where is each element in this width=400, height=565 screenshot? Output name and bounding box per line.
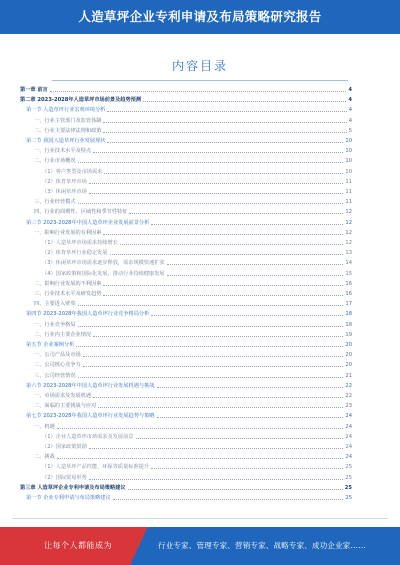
toc-entry-title: 一、市场需求及发展机遇 xyxy=(34,393,92,399)
toc-entry-title: 一、影响行业发展的有利因素 xyxy=(34,229,102,236)
toc-entry[interactable] xyxy=(20,484,352,493)
toc-entry-page: 14 xyxy=(345,260,352,267)
toc-entry-title: 二、公司核心竞争力 xyxy=(34,362,81,369)
toc-entry-title: （2）国家政策鼓励 xyxy=(42,444,87,450)
toc-entry-title: 二、行业市场概况 xyxy=(34,158,76,165)
toc-entry-page: 18 xyxy=(345,321,352,328)
toc-heading: 内容目录 xyxy=(171,59,228,73)
toc-entry-page: 20 xyxy=(345,342,352,348)
toc-entry-page: 10 xyxy=(345,148,352,155)
toc-dot-leader xyxy=(57,458,344,459)
toc-entry[interactable] xyxy=(34,208,352,217)
toc-dot-leader xyxy=(57,428,344,429)
toc-entry-title: 第三章 人造草坪企业专利申请及布局策略建议 xyxy=(20,484,126,491)
toc-entry[interactable] xyxy=(34,300,352,309)
toc-dot-leader xyxy=(128,489,343,490)
toc-entry[interactable] xyxy=(34,198,352,207)
toc-entry-page: 17 xyxy=(345,301,352,308)
toc-entry-title: 一、机遇 xyxy=(34,423,55,430)
toc-entry[interactable] xyxy=(34,331,352,340)
toc-entry-title: （1）人造草坪产品性能、环保等质量标准提升 xyxy=(42,464,150,471)
toc-dot-leader xyxy=(50,91,347,92)
toc-entry-title: （4）国家政策和国际化发展，推动行业持续健康发展 xyxy=(42,270,165,277)
toc-entry-page: 22 xyxy=(345,393,352,399)
toc-dot-leader xyxy=(107,111,346,112)
toc-entry-page: 11 xyxy=(345,178,352,185)
toc-entry-page: 20 xyxy=(345,352,352,359)
toc-entry-title: （1）人造草坪市场需求持续增长 xyxy=(42,240,118,246)
toc-dot-leader xyxy=(157,387,344,388)
toc-entry[interactable] xyxy=(34,147,352,156)
toc-entry[interactable] xyxy=(26,412,352,421)
toc-entry-page: 24 xyxy=(345,433,352,440)
toc-entry-title: 第二节 我国人造草坪行业发展现状 xyxy=(26,138,106,144)
toc-entry-page: 12 xyxy=(345,219,352,226)
toc-entry[interactable] xyxy=(42,433,352,442)
toc-entry-page: 24 xyxy=(345,413,352,420)
toc-dot-leader xyxy=(151,315,343,316)
toc-entry-title: 第一章 前言 xyxy=(20,87,48,93)
toc-entry-title: 二、行业内主要企业情况 xyxy=(34,331,92,338)
toc-entry-page: 24 xyxy=(345,423,352,430)
toc-entry-title: 二、面临的主要挑战与应对 xyxy=(34,403,97,410)
toc-entry-title: 三、公司经营情况 xyxy=(34,372,76,379)
toc-entry[interactable] xyxy=(26,494,352,503)
toc-dot-leader xyxy=(129,213,343,214)
toc-entry-page: 11 xyxy=(345,189,352,195)
toc-entry[interactable] xyxy=(34,157,352,166)
toc-entry-page: 11 xyxy=(345,199,352,206)
toc-dot-leader xyxy=(98,407,343,408)
toc-dot-leader xyxy=(93,336,343,337)
toc-entry-title: 第六节 2023-2028年中国人造草坪行业发展机遇与挑战 xyxy=(26,382,155,389)
toc-dot-leader xyxy=(89,183,344,184)
toc-entry[interactable] xyxy=(42,249,352,258)
toc-entry-title: 二、挑战 xyxy=(34,454,55,461)
toc-entry-page: 21 xyxy=(345,372,352,379)
toc-dot-leader xyxy=(76,346,343,347)
toc-entry-title: 第二章 2023-2028年人造草坪市场前景及趋势预测 xyxy=(20,97,142,104)
toc-dot-leader xyxy=(78,305,344,306)
toc-dot-leader xyxy=(151,468,343,469)
toc-dot-leader xyxy=(103,285,343,286)
toc-entry-page: 16 xyxy=(345,280,352,287)
toc-dot-leader xyxy=(107,142,343,143)
toc-entry-title: 四、主要进入壁垒 xyxy=(34,301,76,308)
toc-entry-page: 4 xyxy=(348,117,352,124)
toc-entry-page: 10 xyxy=(345,158,352,165)
toc-entry-title: 第五节 企业案例分析 xyxy=(26,342,75,348)
toc-entry-page: 25 xyxy=(345,474,352,481)
toc-entry[interactable] xyxy=(34,351,352,360)
toc-entry-page: 18 xyxy=(345,311,352,318)
toc-entry-page: 16 xyxy=(345,291,352,297)
toc-entry-page: 20 xyxy=(345,362,352,369)
toc-entry[interactable] xyxy=(34,423,352,432)
toc-entry-title: （2）体育草坪市场 xyxy=(42,178,87,185)
toc-entry-page: 19 xyxy=(345,331,352,338)
toc-entry-page: 24 xyxy=(345,454,352,461)
toc-dot-leader xyxy=(103,132,346,133)
toc-entry-title: 第四节 2023-2028年我国人造草坪行业竞争格局分析 xyxy=(26,311,150,318)
toc-entry-page: 4 xyxy=(348,97,352,104)
toc-entry-title: 二、行业主要法律法规和政策 xyxy=(34,127,102,134)
toc-entry[interactable] xyxy=(34,229,352,238)
toc-entry-page: 4 xyxy=(348,107,352,114)
toc-entry-page: 4 xyxy=(348,87,352,93)
toc-entry-page: 24 xyxy=(345,444,352,450)
toc-entry[interactable] xyxy=(42,239,352,248)
toc-entry-page: 15 xyxy=(345,270,352,277)
toc-entry-title: （2）国际贸易形势 xyxy=(42,474,87,481)
toc-entry-title: （1）企业人造草坪市场需求及发展前景 xyxy=(42,433,134,440)
toc-dot-leader xyxy=(78,203,344,204)
toc-dot-leader xyxy=(93,397,343,398)
toc-entry[interactable] xyxy=(34,117,352,126)
toc-dot-leader xyxy=(78,326,344,327)
toc-entry-page: 5 xyxy=(348,127,352,134)
toc-dot-leader xyxy=(110,254,344,255)
toc-dot-leader xyxy=(157,417,344,418)
toc-dot-leader xyxy=(103,234,343,235)
toc-entry[interactable] xyxy=(42,259,352,268)
toc-entry[interactable] xyxy=(42,270,352,279)
toc-dot-leader xyxy=(89,479,344,480)
toc-entry-title: （1）客户类型及市场需求 xyxy=(42,168,103,175)
toc-entry[interactable] xyxy=(34,392,352,401)
toc-entry-title: 四、行业的周期性、区域性和季节性特征 xyxy=(34,209,128,216)
toc-entry-title: 第一节 企业专利申请与布局策略建议 xyxy=(26,495,111,501)
toc-entry-page: 25 xyxy=(345,464,352,471)
toc-entry[interactable] xyxy=(34,280,352,289)
toc-entry[interactable] xyxy=(34,453,352,462)
toc-entry-title: （3）休闲草坪市场需求逐步释放，需求规模快速扩张 xyxy=(42,260,165,267)
footer-slogan-right: 行业专家、管理专家、营销专家、战略专家、成功企业家…… xyxy=(158,541,366,550)
toc-entry-title: 第一节 人造草坪行业宏观环境分析 xyxy=(26,107,106,114)
toc-dot-leader xyxy=(104,173,343,174)
toc-entry-page: 22 xyxy=(345,382,352,389)
toc-entry-title: 三、行业经营模式 xyxy=(34,199,76,206)
toc-dot-leader xyxy=(78,162,344,163)
toc-entry-page: 23 xyxy=(345,403,352,410)
toc-entry[interactable] xyxy=(26,341,352,350)
toc-dot-leader xyxy=(113,499,344,500)
toc-dot-leader xyxy=(83,366,344,367)
toc-entry-title: 二、影响行业发展的不利因素 xyxy=(34,280,102,287)
toc-entry[interactable] xyxy=(42,178,352,187)
toc-entry-page: 10 xyxy=(345,168,352,175)
toc-entry[interactable] xyxy=(26,137,352,146)
toc-entry-title: 三、行业技术水平及研发趋势 xyxy=(34,291,102,297)
toc-entry[interactable] xyxy=(20,86,352,95)
toc-entry[interactable] xyxy=(34,372,352,381)
toc-dot-leader xyxy=(167,264,344,265)
toc-entry-title: 第七节 2023-2028年我国人造草坪行业发展趋势与策略 xyxy=(26,413,155,420)
toc-entry-page: 12 xyxy=(345,209,352,216)
toc-entry[interactable] xyxy=(42,168,352,177)
toc-entry[interactable] xyxy=(26,382,352,391)
toc-entry-title: （2）体育草坪行业稳定发展 xyxy=(42,250,108,257)
toc-entry-page: 12 xyxy=(345,240,352,246)
toc-entry[interactable] xyxy=(34,321,352,330)
toc-entry-title: 一、行业技术水平及特点 xyxy=(34,148,92,155)
toc-dot-leader xyxy=(136,438,344,439)
toc-entry[interactable] xyxy=(34,402,352,411)
toc-entry-title: 一、行业竞争格局 xyxy=(34,321,76,328)
toc-dot-leader xyxy=(167,275,344,276)
toc-entry[interactable] xyxy=(26,310,352,319)
toc-entry-title: （3）休闲草坪市场 xyxy=(42,189,87,195)
toc-dot-leader xyxy=(103,295,343,296)
report-title: 人造草坪企业专利申请及布局策略研究报告 xyxy=(78,9,322,24)
toc-dot-leader xyxy=(120,244,343,245)
toc-entry[interactable] xyxy=(34,127,352,136)
toc-entry[interactable] xyxy=(20,96,352,105)
toc-entry[interactable] xyxy=(26,219,352,228)
toc-entry-page: 13 xyxy=(345,250,352,257)
footer-slogan-left: 让每个人都能成为 xyxy=(44,541,112,550)
toc-entry[interactable] xyxy=(26,106,352,115)
toc-entry-title: 一、行业主管部门及监管体制 xyxy=(34,117,102,124)
toc-entry-page: 25 xyxy=(345,495,352,501)
toc-divider xyxy=(52,80,348,81)
toc-entry[interactable] xyxy=(34,361,352,370)
toc-entry[interactable] xyxy=(42,188,352,197)
toc-dot-leader xyxy=(83,356,344,357)
toc-dot-leader xyxy=(78,377,344,378)
toc-dot-leader xyxy=(89,193,344,194)
bottom-divider xyxy=(12,518,388,519)
toc-dot-leader xyxy=(143,101,346,102)
toc-dot-leader xyxy=(89,448,344,449)
toc-entry-page: 12 xyxy=(345,229,352,236)
toc-entry-page: 25 xyxy=(344,484,352,491)
toc-dot-leader xyxy=(151,224,343,225)
toc-entry[interactable] xyxy=(42,443,352,452)
toc-entry-title: 一、公司产品及市场 xyxy=(34,352,81,359)
toc-dot-leader xyxy=(103,122,346,123)
toc-entry[interactable] xyxy=(34,290,352,299)
toc-entry[interactable] xyxy=(42,474,352,483)
toc-entry-title: 第三节 2023-2028年中国人造草坪企业发展前景分析 xyxy=(26,219,150,226)
toc-dot-leader xyxy=(93,152,343,153)
toc-entry-page: 10 xyxy=(345,138,352,144)
toc-entry[interactable] xyxy=(42,463,352,472)
